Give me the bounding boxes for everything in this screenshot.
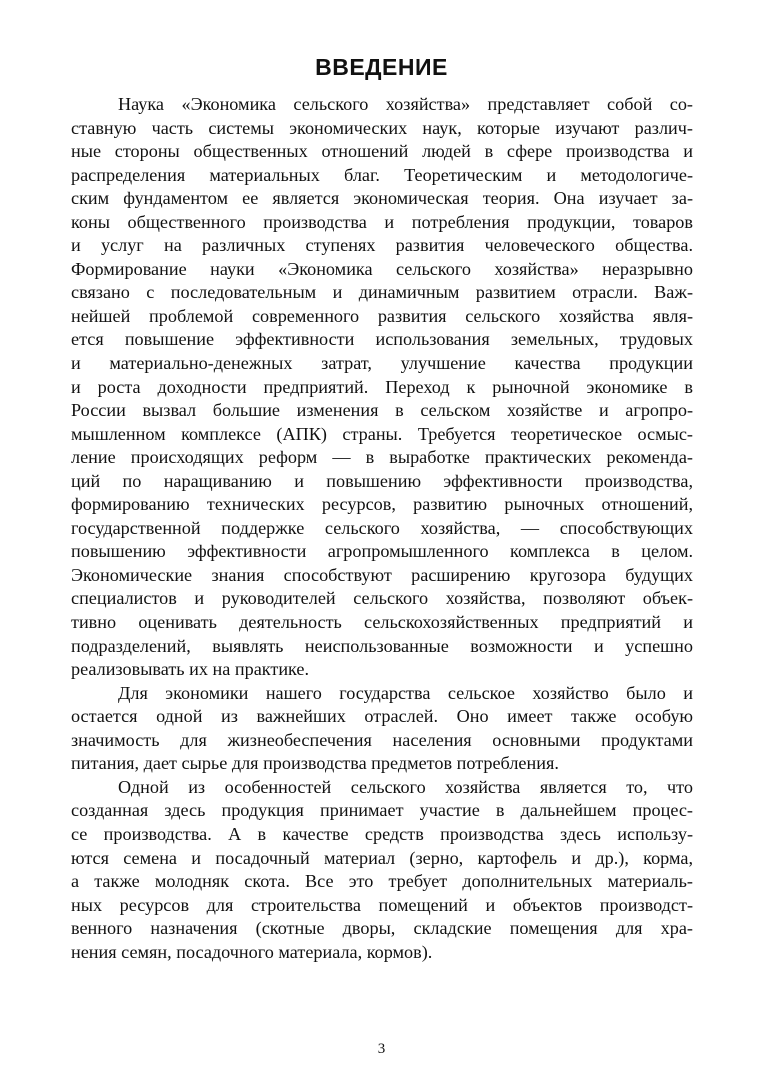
text-line: специалистов и руководителей сельского хозяйства, позволяют объек- [71, 588, 693, 609]
text-line: ций по наращиванию и повышению эффективности производства, [71, 470, 693, 491]
paragraph-2 [71, 682, 693, 776]
text-line: Формирование науки «Экономика сельского хозяйства» неразрывно [71, 258, 693, 279]
text-line: ется повышение эффективности использования земельных, трудовых [71, 329, 693, 350]
text-line: ским фундаментом ее является экономическая теория. Она изучает за- [71, 188, 693, 209]
text-line: тивно оценивать деятельность сельскохозяйственных предприятий и [71, 612, 693, 633]
text-line: подразделений, выявлять неиспользованные возможности и успешно [71, 635, 693, 656]
text-line: ставную часть системы экономических наук, которые изучают различ- [71, 117, 693, 138]
page-title: ВВЕДЕНИЕ [315, 54, 448, 80]
text-line: ных ресурсов для строительства помещений и объектов производст- [71, 894, 693, 915]
text-line: и услуг на различных ступенях развития человеческого общества. [71, 235, 693, 256]
text-line: мышленном комплексе (АПК) страны. Требуется теоретическое осмыс- [71, 423, 693, 444]
text-line: Экономические знания способствуют расширению кругозора будущих [71, 564, 693, 585]
text-line: ление происходящих реформ — в выработке практических рекоменда- [71, 447, 693, 468]
page-number: 3 [377, 1041, 386, 1057]
text-line: се производства. А в качестве средств производства здесь использу- [71, 823, 693, 844]
text-line: распределения материальных благ. Теоретическим и методологиче- [71, 164, 693, 185]
text-line: нейшей проблемой современного развития сельского хозяйства явля- [71, 305, 693, 326]
text-line: остается одной из важнейших отраслей. Оно имеет также особую [71, 706, 693, 727]
text-line: связано с последовательным и динамичным развитием отрасли. Важ- [71, 282, 693, 303]
body-text [71, 93, 693, 964]
text-line: коны общественного производства и потребления продукции, товаров [71, 211, 693, 232]
text-line: ются семена и посадочный материал (зерно, картофель и др.), корма, [71, 847, 693, 868]
text-line: Одной из особенностей сельского хозяйства является то, что [118, 776, 693, 797]
text-line: нения семян, посадочного материала, кормов). [71, 941, 433, 962]
text-line: повышению эффективности агропромышленного комплекса в целом. [71, 541, 693, 562]
text-line: а также молодняк скота. Все это требует дополнительных материаль- [71, 871, 693, 892]
text-line: формированию технических ресурсов, развитию рыночных отношений, [71, 494, 693, 515]
text-line: и материально-денежных затрат, улучшение качества продукции [71, 353, 693, 374]
paragraph-1 [71, 93, 693, 682]
text-line: питания, дает сырье для производства предметов потребления. [71, 753, 559, 774]
text-line: реализовывать их на практике. [71, 659, 310, 680]
text-line: созданная здесь продукция принимает участие в дальнейшем процес- [71, 800, 693, 821]
text-line: ные стороны общественных отношений людей в сфере производства и [71, 141, 693, 162]
text-line: и роста доходности предприятий. Переход к рыночной экономике в [71, 376, 693, 397]
text-line: Для экономики нашего государства сельское хозяйство было и [118, 682, 693, 703]
text-line: значимость для жизнеобеспечения населения основными продуктами [71, 729, 693, 750]
text-line: государственной поддержке сельского хозяйства, — способствующих [71, 517, 693, 538]
text-line: Наука «Экономика сельского хозяйства» представляет собой со- [118, 94, 693, 114]
text-line: венного назначения (скотные дворы, складские помещения для хра- [71, 918, 693, 939]
text-line: России вызвал большие изменения в сельском хозяйстве и агропро- [71, 400, 693, 421]
paragraph-3 [71, 776, 693, 964]
